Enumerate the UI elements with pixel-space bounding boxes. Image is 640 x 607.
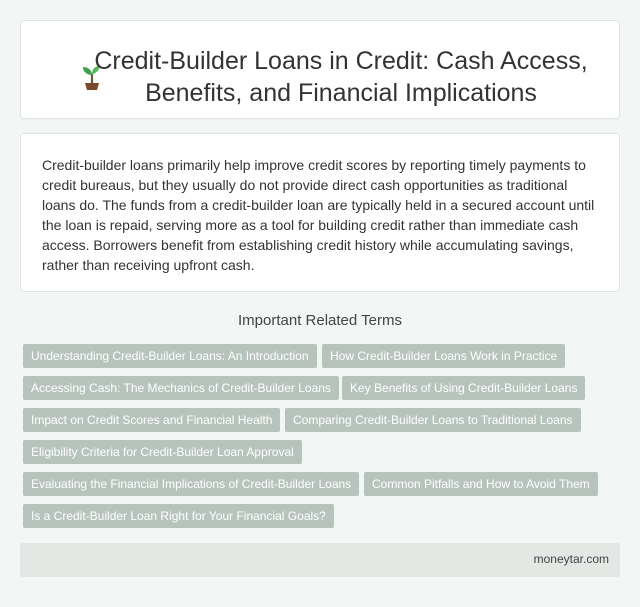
related-term-tag[interactable]: Accessing Cash: The Mechanics of Credit-Builder Loans <box>23 376 339 400</box>
title-card <box>20 20 620 119</box>
related-term-tag[interactable]: How Credit-Builder Loans Work in Practice <box>322 344 565 368</box>
related-term-tag[interactable]: Comparing Credit-Builder Loans to Traditional Loans <box>285 408 581 432</box>
related-term-tag[interactable]: Key Benefits of Using Credit-Builder Loans <box>342 376 585 400</box>
site-name[interactable]: moneytar.com <box>533 552 609 566</box>
related-terms-heading: Important Related Terms <box>238 312 402 329</box>
related-term-tag[interactable]: Is a Credit-Builder Loan Right for Your Financial Goals? <box>23 504 334 528</box>
footer <box>20 543 620 577</box>
related-term-tag[interactable]: Eligibility Criteria for Credit-Builder Loan Approval <box>23 440 302 464</box>
related-term-tag[interactable]: Impact on Credit Scores and Financial Health <box>23 408 280 432</box>
page-title: Credit-Builder Loans in Credit: Cash Access, Benefits, and Financial Implications <box>94 47 588 107</box>
related-term-tag[interactable]: Understanding Credit-Builder Loans: An Introduction <box>23 344 317 368</box>
summary-text: Credit-builder loans primarily help improve credit scores by reporting timely payments to credit bureaus, but they usually do not provide direct cash opportunities as traditional loans do. The funds from a credit-builder loan are typically held in a secured account until the loan is repaid, serving more as a tool for building credit rather than immediate cash access. Borrowers benefit from establishing credit history while accumulating savings, rather than receiving upfront cash. <box>42 157 595 273</box>
summary-card <box>20 133 620 292</box>
related-term-tag[interactable]: Common Pitfalls and How to Avoid Them <box>364 472 598 496</box>
related-term-tag[interactable]: Evaluating the Financial Implications of Credit-Builder Loans <box>23 472 359 496</box>
